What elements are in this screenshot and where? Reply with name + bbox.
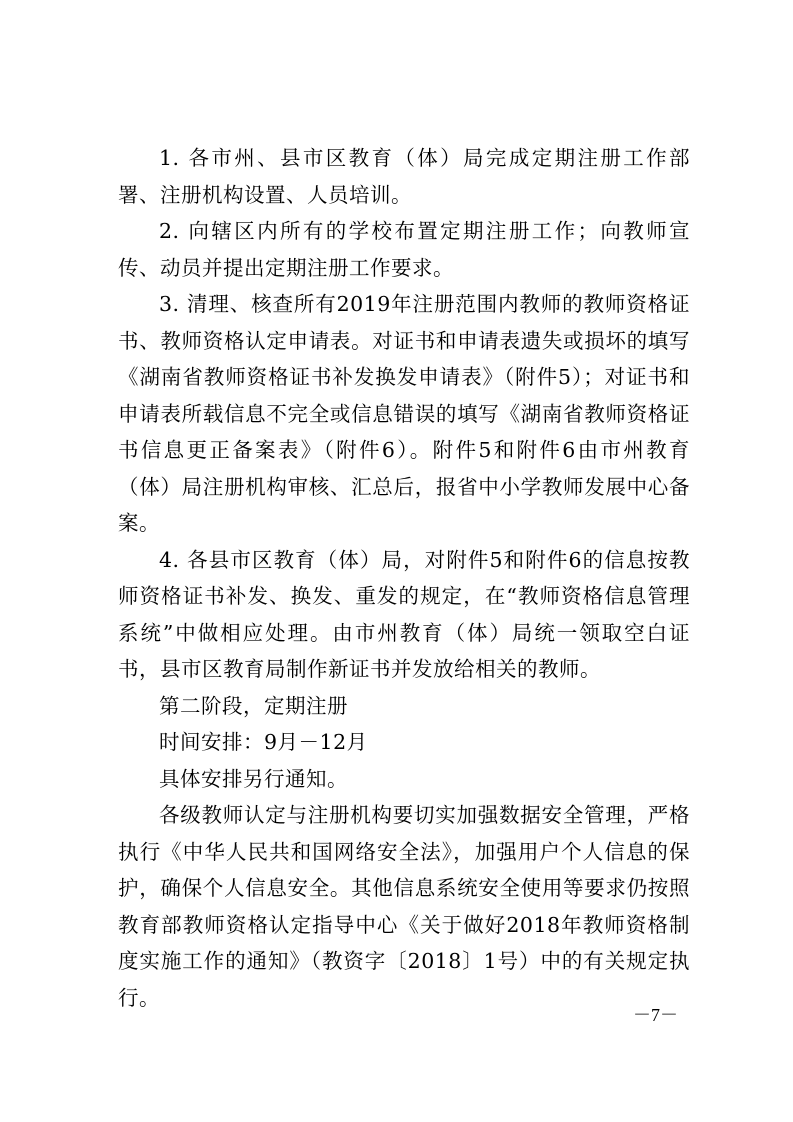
paragraph-step-1: 1. 各市州、县市区教育（体）局完成定期注册工作部署、注册机构设置、人员培训。 <box>118 146 690 207</box>
paragraph-step-4: 4. 各县市区教育（体）局，对附件5和附件6的信息按教师资格证书补发、换发、重发的规定，在“教师资格信息管理系统”中做相应处理。由市州教育（体）局统一领取空白证书，县市区教育局制作新证书并发放给相关的教师。 <box>118 547 690 681</box>
section-heading-phase-2: 第二阶段，定期注册 <box>159 693 348 718</box>
paragraph-step-3: 3. 清理、核查所有2019年注册范围内教师的教师资格证书、教师资格认定申请表。对证书和申请表遗失或损坏的填写《湖南省教师资格证书补发换发申请表》（附件5）；对证书和申请表所载信息不完全或信息错误的填写《湖南省教师资格证书信息更正备案表》（附件6）。附件5和附件6由市州教育（体）局注册机构审核、汇总后，报省中小学教师发展中心备案。 <box>118 292 690 535</box>
page-number: －7－ <box>633 1005 678 1025</box>
paragraph-step-2: 2. 向辖区内所有的学校布置定期注册工作；向教师宣传、动员并提出定期注册工作要求。 <box>118 219 690 280</box>
notice-line: 具体安排另行通知。 <box>159 766 348 791</box>
paragraph-data-security: 各级教师认定与注册机构要切实加强数据安全管理，严格执行《中华人民共和国网络安全法》，加强用户个人信息的保护，确保个人信息安全。其他信息系统安全使用等要求仍按照教育部教师资格认定指导中心《关于做好2018年教师资格制度实施工作的通知》（教资字〔2018〕1号）中的有关规定执行。 <box>118 803 690 1010</box>
document-body <box>118 140 690 1016</box>
schedule-line: 时间安排：9月－12月 <box>159 730 368 754</box>
